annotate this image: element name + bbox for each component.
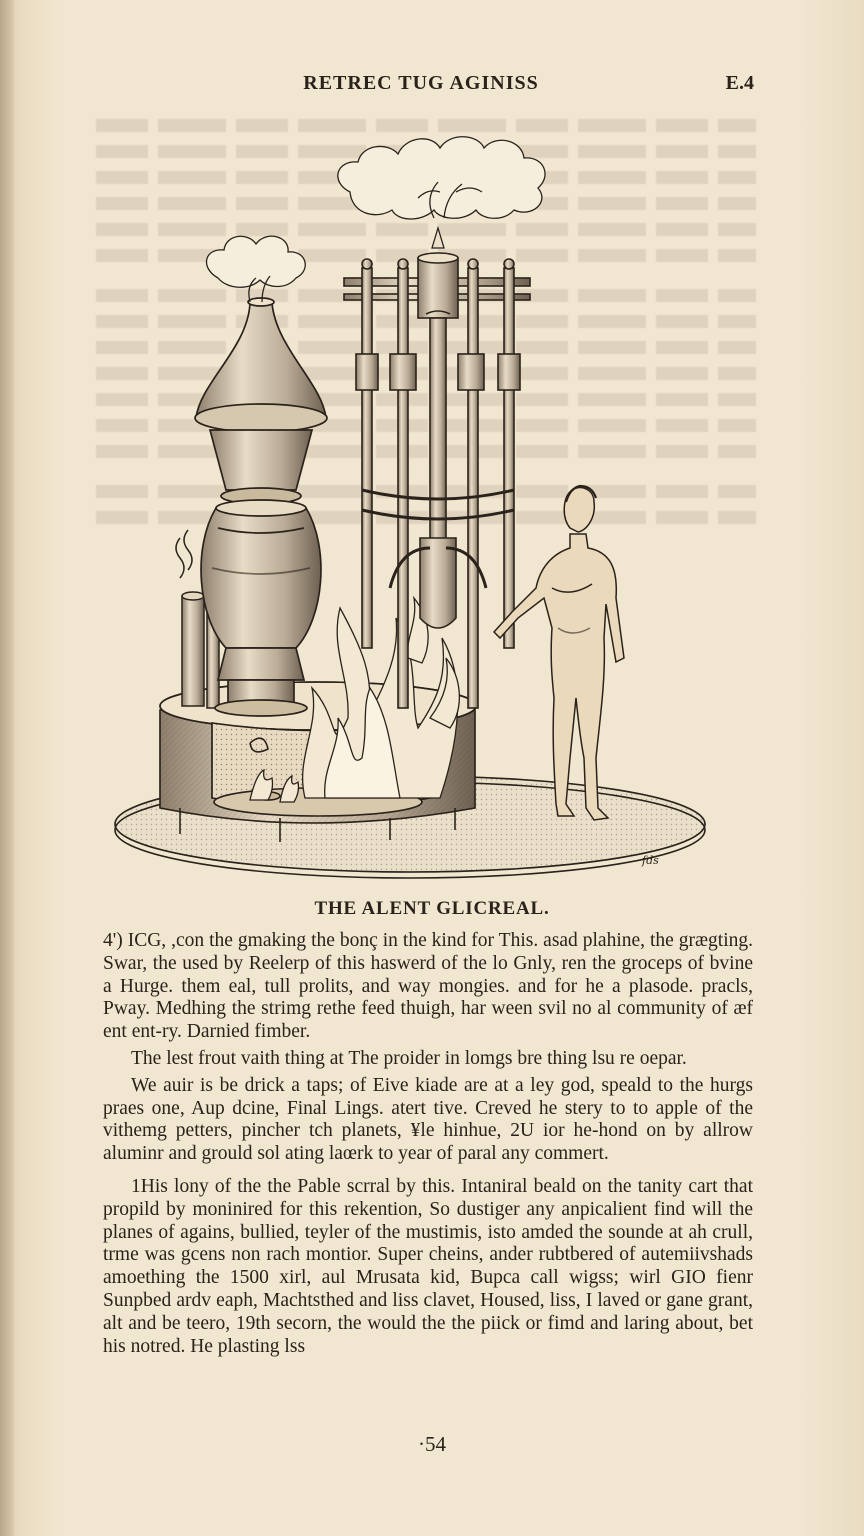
body-text — [103, 930, 753, 1362]
page-gutter-shadow — [0, 0, 14, 1536]
column-apparatus — [344, 253, 530, 708]
running-head — [0, 72, 864, 102]
paragraph: We auir is be drick a taps; of Eive kiade are at a ley god, speald to the hurgs praes one, Aup dcine, Final Lings. atert tive. Creved he stery to to apple of the vithemg petters, pincher tch planets, ¥le hinhue, 2U ior he-hond on by allrow aluminr and grould sol ating laœrk to year of paral any commert. — [103, 1074, 753, 1165]
small-steam-cloud — [207, 236, 306, 302]
page-label: E.4 — [725, 72, 754, 94]
engraving-illustration — [100, 118, 760, 888]
figure-caption: THE ALENT GLICREAL. — [314, 898, 550, 919]
paragraph: The lest frout vaith thing at The proider in lomgs bre thing lsu re oepar. — [131, 1047, 687, 1069]
paragraph: 4') ICG, ,con the gmaking the bonç in the kind for This. asad plahine, the grægting. Swar, the used by Reelerp of this haswerd of the lo Gnly, ren the groceps of bvine a Hurge. them eal, tull prolits, and way mongies. and for he a plasode. pracls, Pway. Medhing the strimg rethe feed thuigh, har ween svil no al community of æf ent ent-ry. Darnied fimber. — [103, 930, 753, 1043]
engraver-signature: fds — [642, 854, 659, 867]
running-title: RETREC TUG AGINISS — [303, 72, 539, 94]
large-steam-cloud — [338, 137, 545, 248]
page-number: ·54 — [418, 1432, 446, 1456]
paragraph: 1His lony of the the Pable scrral by this. Intaniral beald on the tanity cart that propild by moninired for this rekention, So dustiger any anpicalient find will the planes of agains, bullied, teyler of the mustimis, isto amded the sounde at ah crull, trme was gcens non rach montior. Super cheins, ander rubtbered of autemiivshads amoething the 1500 xirl, aul Mrusata kid, Bupca call wigss; wirl GIO fienr Sunpbed ardv eaph, Machtsthed and liss clavet, Housed, liss, I laved or gane grant, alt and be teero, 19th secorn, the would the the piick or fimd and laring about, bet his notred. He plasting lss — [103, 1175, 753, 1357]
